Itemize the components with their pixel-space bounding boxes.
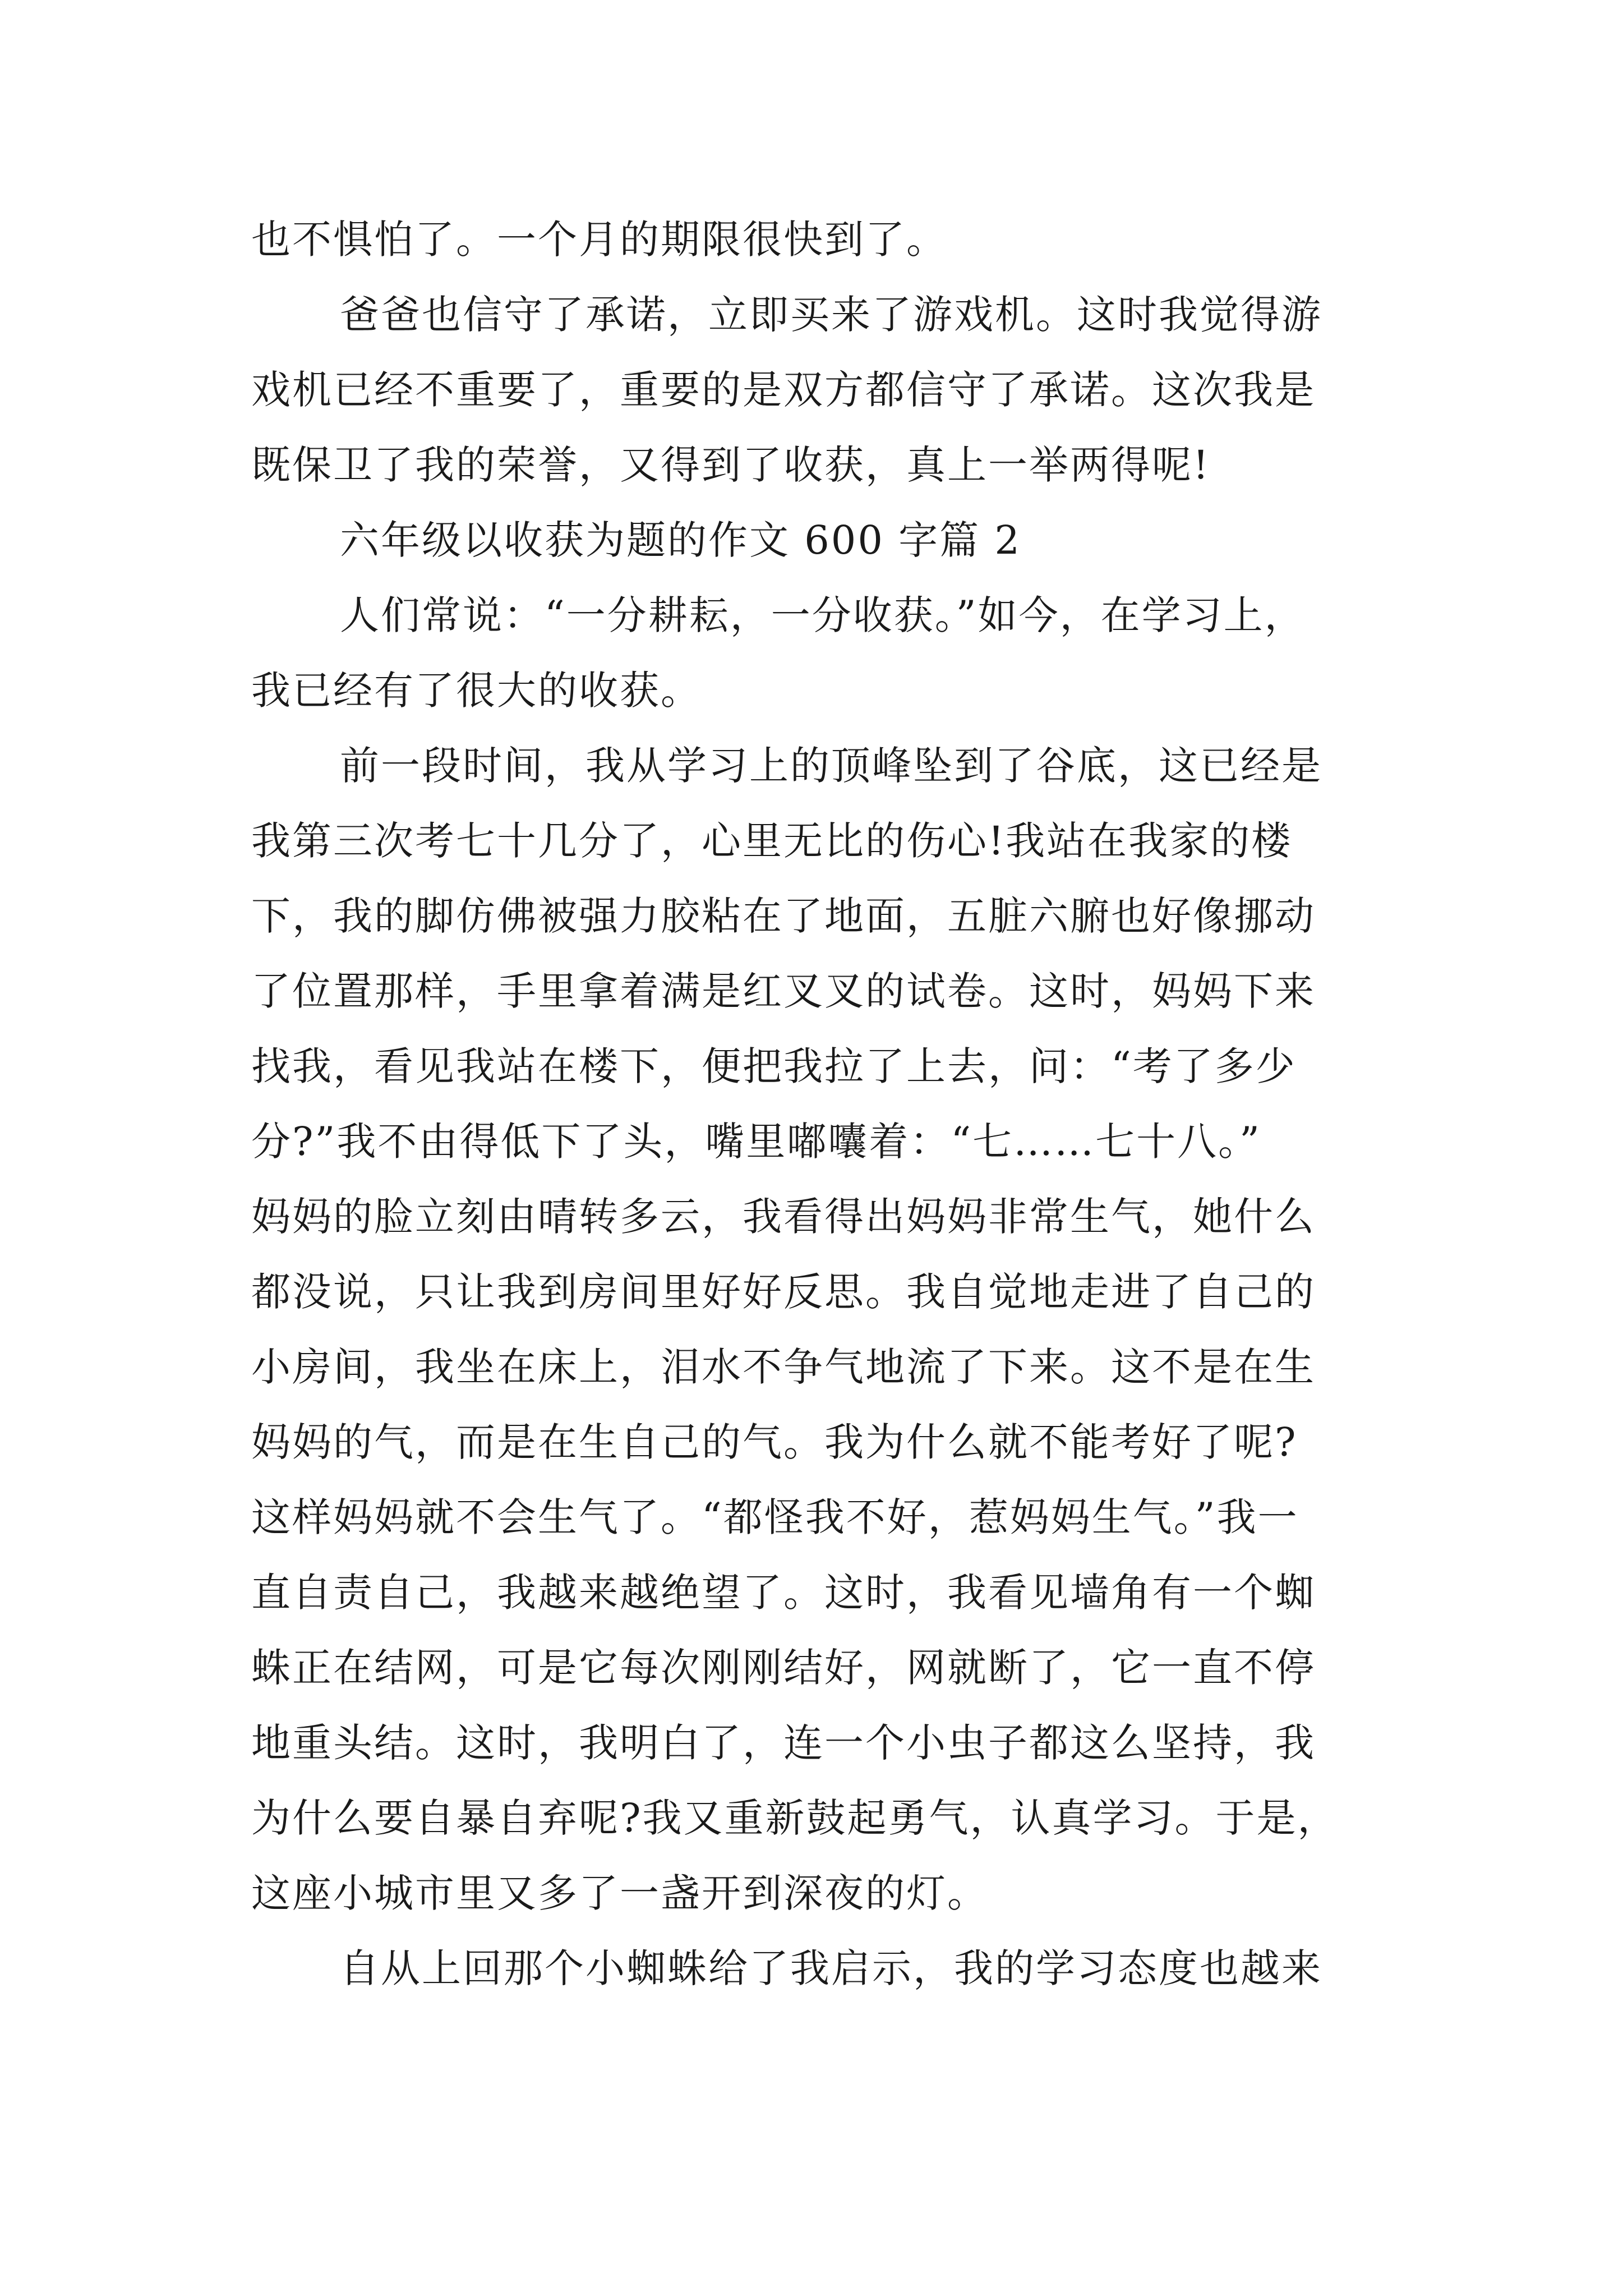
- text-line: 也不惧怕了。一个月的期限很快到了。: [251, 217, 947, 263]
- text-line: 六年级以收获为题的作文 600 字篇 2: [340, 517, 1021, 563]
- text-line: 前一段时间，我从学习上的顶峰坠到了谷底，这已经是: [340, 743, 1322, 789]
- text-line: 我第三次考七十几分了，心里无比的伤心!我站在我家的楼: [251, 818, 1293, 864]
- text-line: 下，我的脚仿佛被强力胶粘在了地面，五脏六腑也好像挪动: [251, 893, 1316, 939]
- text-line: 这座小城市里又多了一盏开到深夜的灯。: [251, 1870, 988, 1916]
- text-line: 我已经有了很大的收获。: [251, 668, 702, 714]
- text-line: 人们常说：“一分耕耘，一分收获。”如今，在学习上，: [340, 592, 1306, 638]
- text-line: 都没说，只让我到房间里好好反思。我自觉地走进了自己的: [251, 1269, 1316, 1315]
- text-line: 直自责自己，我越来越绝望了。这时，我看见墙角有一个蜘: [251, 1570, 1316, 1616]
- text-line: 地重头结。这时，我明白了，连一个小虫子都这么坚持，我: [251, 1720, 1316, 1766]
- text-line: 分?”我不由得低下了头，嘴里嘟囔着：“七……七十八。”: [251, 1119, 1261, 1165]
- text-line: 蛛正在结网，可是它每次刚刚结好，网就断了，它一直不停: [251, 1645, 1316, 1691]
- text-line: 戏机已经不重要了，重要的是双方都信守了承诺。这次我是: [251, 367, 1316, 413]
- text-line: 妈妈的气，而是在生自己的气。我为什么就不能考好了呢?: [251, 1419, 1298, 1465]
- text-line: 爸爸也信守了承诺，立即买来了游戏机。这时我觉得游: [340, 292, 1322, 338]
- text-line: 找我，看见我站在楼下，便把我拉了上去，问：“考了多少: [251, 1043, 1297, 1089]
- text-line: 既保卫了我的荣誉，又得到了收获，真上一举两得呢!: [251, 442, 1211, 488]
- text-line: 这样妈妈就不会生气了。“都怪我不好，惹妈妈生气。”我一: [251, 1494, 1299, 1540]
- text-line: 自从上回那个小蜘蛛给了我启示，我的学习态度也越来: [340, 1945, 1322, 1991]
- text-line: 妈妈的脸立刻由晴转多云，我看得出妈妈非常生气，她什么: [251, 1194, 1316, 1240]
- document-body: [251, 202, 1395, 2006]
- text-line: 为什么要自暴自弃呢?我又重新鼓起勇气，认真学习。于是，: [251, 1795, 1339, 1841]
- text-line: 小房间，我坐在床上，泪水不争气地流了下来。这不是在生: [251, 1344, 1316, 1390]
- text-line: 了位置那样，手里拿着满是红叉叉的试卷。这时，妈妈下来: [251, 968, 1316, 1014]
